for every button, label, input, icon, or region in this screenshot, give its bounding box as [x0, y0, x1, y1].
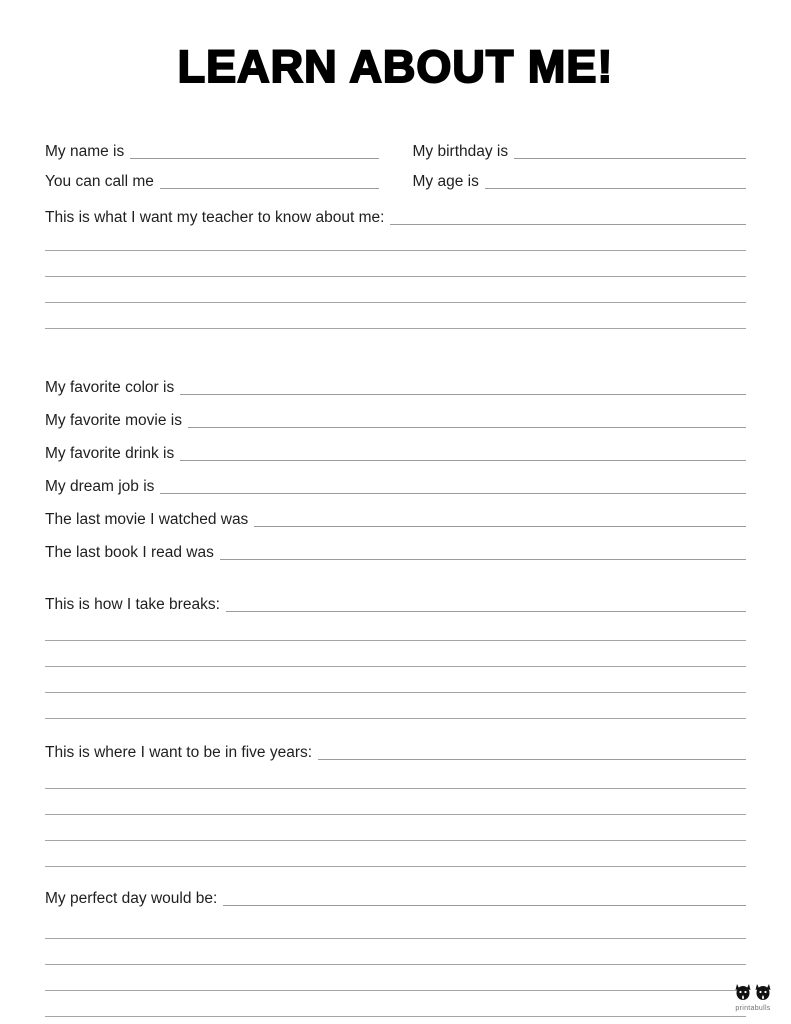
age-field: [413, 162, 747, 192]
favorite-drink-label: My favorite drink is: [45, 444, 175, 462]
blank-writing-line[interactable]: [45, 991, 746, 1017]
take-breaks-fill-line[interactable]: [226, 611, 746, 612]
dream-job-field: [45, 464, 746, 497]
name-field: [45, 132, 379, 162]
blank-writing-line[interactable]: [45, 909, 746, 939]
blank-writing-line[interactable]: [45, 228, 746, 251]
favorite-color-label: My favorite color is: [45, 378, 175, 396]
blank-writing-line[interactable]: [45, 841, 746, 867]
favorite-movie-label: My favorite movie is: [45, 411, 182, 429]
take-breaks-field: [45, 585, 746, 615]
callme-age-row: [45, 162, 746, 192]
birthday-fill-line[interactable]: [514, 158, 746, 159]
favorite-drink-fill-line[interactable]: [180, 460, 746, 461]
age-label: My age is: [412, 172, 479, 190]
dream-job-fill-line[interactable]: [160, 493, 746, 494]
name-birthday-row: [45, 132, 746, 162]
last-movie-label: The last movie I watched was: [45, 510, 249, 528]
birthday-field: [413, 132, 747, 162]
favorite-color-field: [45, 365, 746, 398]
bulldogs-icon: [734, 983, 772, 1001]
blank-writing-line[interactable]: [45, 277, 746, 303]
blank-writing-line[interactable]: [45, 693, 746, 719]
teacher-note-field: [45, 198, 746, 228]
blank-writing-line[interactable]: [45, 763, 746, 789]
blank-writing-line[interactable]: [45, 615, 746, 641]
name-fill-line[interactable]: [130, 158, 378, 159]
name-label: My name is: [45, 142, 125, 160]
five-years-field: [45, 733, 746, 763]
last-book-field: [45, 530, 746, 563]
call-me-label: You can call me: [45, 172, 154, 190]
favorite-movie-field: [45, 398, 746, 431]
last-movie-fill-line[interactable]: [254, 526, 746, 527]
blank-writing-line[interactable]: [45, 965, 746, 991]
call-me-field: [45, 162, 379, 192]
teacher-note-lines: [45, 228, 746, 329]
last-movie-field: [45, 497, 746, 530]
perfect-day-label: My perfect day would be:: [45, 889, 218, 907]
teacher-note-label: This is what I want my teacher to know about me:: [45, 208, 385, 226]
blank-writing-line[interactable]: [45, 303, 746, 329]
favorite-drink-field: [45, 431, 746, 464]
blank-writing-line[interactable]: [45, 667, 746, 693]
favorite-color-fill-line[interactable]: [180, 394, 746, 395]
teacher-note-fill-line[interactable]: [390, 224, 746, 225]
blank-writing-line[interactable]: [45, 641, 746, 667]
brand-name: printabulls: [735, 1005, 771, 1012]
printabulls-logo: [727, 983, 779, 1012]
birthday-label: My birthday is: [412, 142, 509, 160]
blank-writing-line[interactable]: [45, 789, 746, 815]
blank-writing-line[interactable]: [45, 815, 746, 841]
favorites-section: [45, 365, 746, 563]
perfect-day-field: [45, 879, 746, 909]
blank-writing-line[interactable]: [45, 939, 746, 965]
perfect-day-fill-line[interactable]: [223, 905, 746, 906]
age-fill-line[interactable]: [485, 188, 746, 189]
five-years-label: This is where I want to be in five years:: [45, 743, 313, 761]
dream-job-label: My dream job is: [45, 477, 155, 495]
favorite-movie-fill-line[interactable]: [188, 427, 746, 428]
blank-writing-line[interactable]: [45, 251, 746, 277]
perfect-day-lines: [45, 909, 746, 1017]
last-book-label: The last book I read was: [45, 543, 214, 561]
last-book-fill-line[interactable]: [220, 559, 746, 560]
call-me-fill-line[interactable]: [160, 188, 379, 189]
page-title: LEARN ABOUT ME!: [177, 41, 614, 92]
take-breaks-label: This is how I take breaks:: [45, 595, 220, 613]
take-breaks-lines: [45, 615, 746, 719]
five-years-fill-line[interactable]: [318, 759, 746, 760]
five-years-lines: [45, 763, 746, 867]
